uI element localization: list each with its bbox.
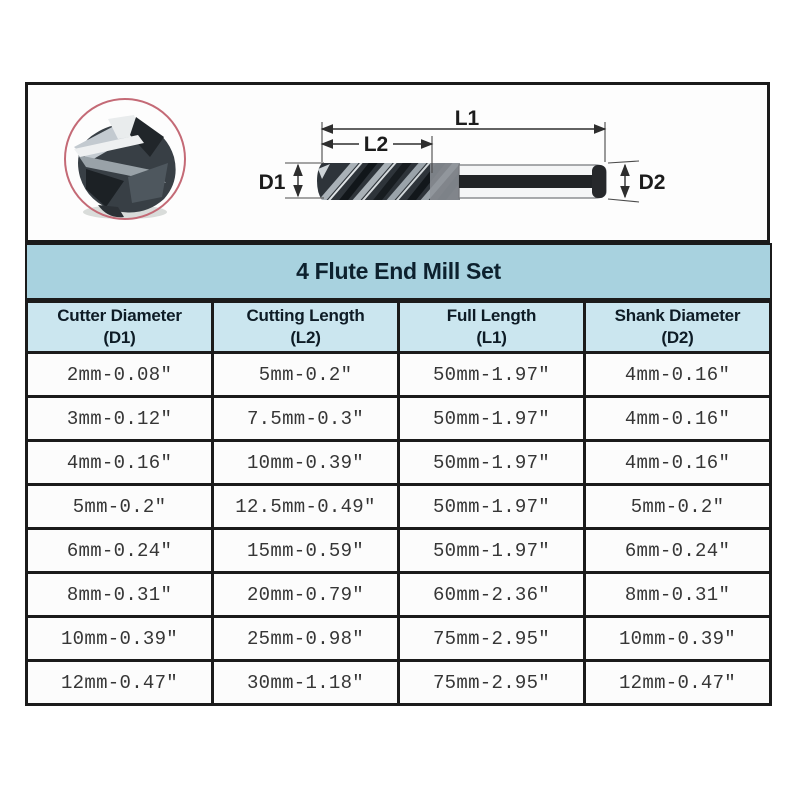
spec-cell: 5mm-0.2″ <box>27 485 213 529</box>
table-row <box>27 353 771 397</box>
spec-cell: 12mm-0.47″ <box>27 661 213 705</box>
d1-dimension-label: D1 <box>258 171 286 194</box>
set-title: 4 Flute End Mill Set <box>296 258 501 284</box>
spec-cell: 5mm-0.2″ <box>213 353 399 397</box>
spec-cell: 50mm-1.97″ <box>399 485 585 529</box>
spec-cell: 20mm-0.79″ <box>213 573 399 617</box>
column-header-title: Shank Diameter <box>614 305 741 325</box>
end-mill-illustrations <box>28 85 767 240</box>
spec-cell: 25mm-0.98″ <box>213 617 399 661</box>
shank-section <box>459 165 606 198</box>
spec-cell: 10mm-0.39″ <box>213 441 399 485</box>
column-header-code: (L1) <box>476 328 507 347</box>
header-row <box>27 302 771 353</box>
spec-cell: 60mm-2.36″ <box>399 573 585 617</box>
spec-cell: 8mm-0.31″ <box>585 573 771 617</box>
dimension-diagram <box>259 107 666 207</box>
spec-cell: 50mm-1.97″ <box>399 529 585 573</box>
column-header-code: (D1) <box>103 328 136 347</box>
table-row <box>27 485 771 529</box>
table-row <box>27 573 771 617</box>
end-mill-photo <box>65 99 185 219</box>
spec-cell: 4mm-0.16″ <box>585 397 771 441</box>
spec-cell: 10mm-0.39″ <box>585 617 771 661</box>
spec-cell: 50mm-1.97″ <box>399 441 585 485</box>
flute-section <box>317 157 474 207</box>
column-header <box>27 302 213 353</box>
column-header-code: (L2) <box>290 328 321 347</box>
table-row <box>27 617 771 661</box>
spec-table-body <box>27 353 771 705</box>
column-header <box>399 302 585 353</box>
spec-cell: 4mm-0.16″ <box>585 441 771 485</box>
table-row <box>27 441 771 485</box>
column-header <box>585 302 771 353</box>
column-header-title: Full Length <box>446 305 537 325</box>
l1-dimension-label: L1 <box>454 107 480 130</box>
spec-cell: 10mm-0.39″ <box>27 617 213 661</box>
column-header-title: Cutter Diameter <box>57 305 182 325</box>
spec-cell: 2mm-0.08″ <box>27 353 213 397</box>
spec-cell: 4mm-0.16″ <box>585 353 771 397</box>
flute-shank-transition <box>430 163 460 200</box>
d2-dimension-label: D2 <box>638 171 666 194</box>
spec-cell: 12mm-0.47″ <box>585 661 771 705</box>
table-row <box>27 529 771 573</box>
spec-cell: 75mm-2.95″ <box>399 661 585 705</box>
spec-cell: 50mm-1.97″ <box>399 353 585 397</box>
spec-cell: 15mm-0.59″ <box>213 529 399 573</box>
spec-table-head <box>27 302 771 353</box>
spec-cell: 30mm-1.18″ <box>213 661 399 705</box>
spec-cell: 6mm-0.24″ <box>585 529 771 573</box>
spec-cell: 3mm-0.12″ <box>27 397 213 441</box>
spec-table <box>25 300 772 706</box>
table-row <box>27 661 771 705</box>
product-image-panel <box>25 82 770 243</box>
l2-dimension-label: L2 <box>363 133 389 156</box>
spec-cell: 4mm-0.16″ <box>27 441 213 485</box>
spec-cell: 7.5mm-0.3″ <box>213 397 399 441</box>
shank-band <box>459 175 596 188</box>
spec-cell: 12.5mm-0.49″ <box>213 485 399 529</box>
spec-cell: 8mm-0.31″ <box>27 573 213 617</box>
table-row <box>27 397 771 441</box>
title-bar <box>25 243 772 300</box>
spec-cell: 50mm-1.97″ <box>399 397 585 441</box>
column-header <box>213 302 399 353</box>
spec-cell: 75mm-2.95″ <box>399 617 585 661</box>
spec-cell: 6mm-0.24″ <box>27 529 213 573</box>
column-header-title: Cutting Length <box>246 305 365 325</box>
spec-cell: 5mm-0.2″ <box>585 485 771 529</box>
column-header-code: (D2) <box>661 328 694 347</box>
